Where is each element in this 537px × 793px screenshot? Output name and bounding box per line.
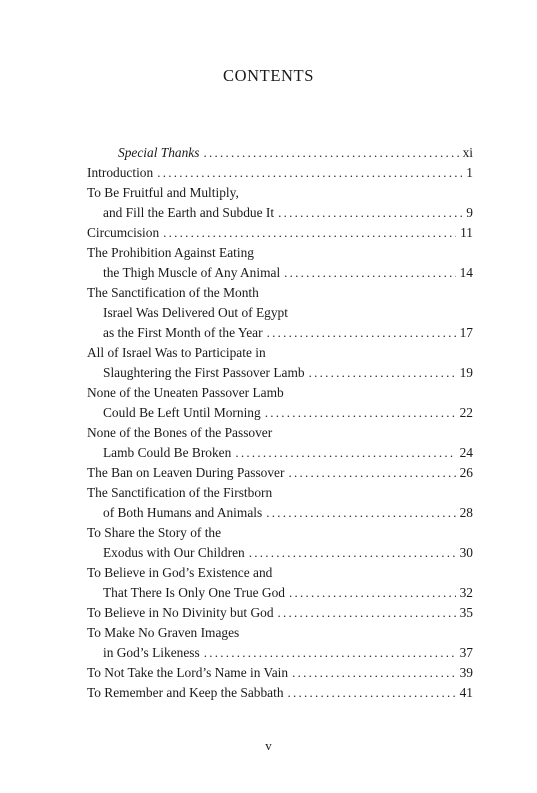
toc-entry-line <box>87 523 473 543</box>
toc-entry[interactable] <box>87 163 473 183</box>
dot-leader <box>284 263 455 283</box>
toc-entry-title: The Ban on Leaven During Passover <box>87 465 285 480</box>
toc-entry[interactable] <box>87 143 473 163</box>
toc-entry-title: To Remember and Keep the Sabbath <box>87 685 284 700</box>
toc-page-number: 28 <box>459 505 473 520</box>
table-of-contents <box>87 143 473 703</box>
toc-entry-line <box>87 383 473 403</box>
toc-page-number: 24 <box>459 445 473 460</box>
toc-entry[interactable] <box>87 283 473 343</box>
toc-entry-title: Lamb Could Be Broken <box>103 445 232 460</box>
toc-page-number: 26 <box>459 465 473 480</box>
toc-entry[interactable] <box>87 623 473 663</box>
toc-entry[interactable] <box>87 483 473 523</box>
toc-entry-line <box>87 223 473 243</box>
toc-entry[interactable] <box>87 663 473 683</box>
toc-entry-title: Israel Was Delivered Out of Egypt <box>103 305 288 320</box>
toc-entry-line <box>87 163 473 183</box>
toc-entry-title: All of Israel Was to Participate in <box>87 345 266 360</box>
toc-entry-title: in God’s Likeness <box>103 645 200 660</box>
toc-entry[interactable] <box>87 683 473 703</box>
toc-entry-line <box>87 323 473 343</box>
toc-page-number: 22 <box>459 405 473 420</box>
toc-page-number: 19 <box>459 365 473 380</box>
toc-entry-line <box>87 503 473 523</box>
toc-entry-line <box>87 403 473 423</box>
toc-entry-title: The Sanctification of the Firstborn <box>87 485 273 500</box>
toc-entry-title: That There Is Only One True God <box>103 585 285 600</box>
toc-page-number: 37 <box>459 645 473 660</box>
toc-page-number: 32 <box>459 585 473 600</box>
dot-leader <box>266 503 455 523</box>
toc-entry-line <box>87 543 473 563</box>
toc-entry[interactable] <box>87 563 473 603</box>
toc-entry-line <box>87 683 473 703</box>
toc-entry-line <box>87 363 473 383</box>
toc-entry-title: None of the Uneaten Passover Lamb <box>87 385 284 400</box>
dot-leader <box>157 163 462 183</box>
toc-entry-title: Circumcision <box>87 225 160 240</box>
toc-entry-title: To Be Fruitful and Multiply, <box>87 185 239 200</box>
toc-entry-line <box>87 563 473 583</box>
dot-leader <box>309 363 456 383</box>
toc-entry-title: Could Be Left Until Morning <box>103 405 261 420</box>
dot-leader <box>163 223 456 243</box>
toc-entry[interactable] <box>87 343 473 383</box>
toc-page-number: 9 <box>466 205 473 220</box>
toc-entry-line <box>87 603 473 623</box>
dot-leader <box>203 143 458 163</box>
toc-entry-line <box>87 203 473 223</box>
toc-entry-line <box>87 483 473 503</box>
toc-entry[interactable] <box>87 423 473 463</box>
dot-leader <box>292 663 456 683</box>
dot-leader <box>278 203 462 223</box>
toc-entry-line <box>87 463 473 483</box>
toc-entry-line <box>87 343 473 363</box>
toc-entry-title: as the First Month of the Year <box>103 325 263 340</box>
toc-entry-title: To Believe in God’s Existence and <box>87 565 273 580</box>
toc-page-number: xi <box>462 145 473 160</box>
toc-entry-line <box>87 303 473 323</box>
toc-entry-title: and Fill the Earth and Subdue It <box>103 205 275 220</box>
dot-leader <box>288 683 456 703</box>
toc-page-number: 41 <box>459 685 473 700</box>
toc-entry-title: The Sanctification of the Month <box>87 285 259 300</box>
page-number: v <box>265 738 272 753</box>
dot-leader <box>265 403 456 423</box>
toc-entry-title: To Believe in No Divinity but God <box>87 605 274 620</box>
toc-entry-line <box>87 143 473 163</box>
toc-entry[interactable] <box>87 463 473 483</box>
toc-entry-line <box>87 283 473 303</box>
dot-leader <box>267 323 456 343</box>
toc-page-number: 14 <box>459 265 473 280</box>
toc-entry[interactable] <box>87 603 473 623</box>
dot-leader <box>249 543 456 563</box>
toc-entry-line <box>87 243 473 263</box>
toc-entry-line <box>87 643 473 663</box>
toc-entry[interactable] <box>87 383 473 423</box>
toc-entry-line <box>87 443 473 463</box>
toc-entry[interactable] <box>87 183 473 223</box>
toc-page-number: 30 <box>459 545 473 560</box>
toc-entry-line <box>87 663 473 683</box>
toc-entry-title: To Share the Story of the <box>87 525 222 540</box>
toc-entry-title: To Not Take the Lord’s Name in Vain <box>87 665 289 680</box>
dot-leader <box>204 643 456 663</box>
toc-entry-title: Special Thanks <box>118 145 200 160</box>
toc-entry-title: None of the Bones of the Passover <box>87 425 273 440</box>
toc-entry-title: Slaughtering the First Passover Lamb <box>103 365 305 380</box>
toc-entry[interactable] <box>87 243 473 283</box>
toc-page-number: 39 <box>459 665 473 680</box>
toc-page-number: 1 <box>466 165 473 180</box>
toc-page-number: 17 <box>459 325 473 340</box>
toc-entry-line <box>87 263 473 283</box>
dot-leader <box>235 443 455 463</box>
toc-entry-line <box>87 423 473 443</box>
toc-entry-line <box>87 623 473 643</box>
toc-entry-title: Exodus with Our Children <box>103 545 245 560</box>
toc-entry-title: To Make No Graven Images <box>87 625 240 640</box>
toc-entry-title: of Both Humans and Animals <box>103 505 263 520</box>
toc-entry-line <box>87 183 473 203</box>
dot-leader <box>288 463 455 483</box>
toc-entry-title: The Prohibition Against Eating <box>87 245 254 260</box>
toc-entry-line <box>87 583 473 603</box>
dot-leader <box>289 583 456 603</box>
dot-leader <box>278 603 456 623</box>
toc-entry[interactable] <box>87 223 473 243</box>
toc-page-number: 35 <box>459 605 473 620</box>
page-title: CONTENTS <box>223 66 314 85</box>
toc-entry[interactable] <box>87 523 473 563</box>
toc-entry-title: Introduction <box>87 165 154 180</box>
toc-page-number: 11 <box>460 225 473 240</box>
toc-entry-title: the Thigh Muscle of Any Animal <box>103 265 281 280</box>
